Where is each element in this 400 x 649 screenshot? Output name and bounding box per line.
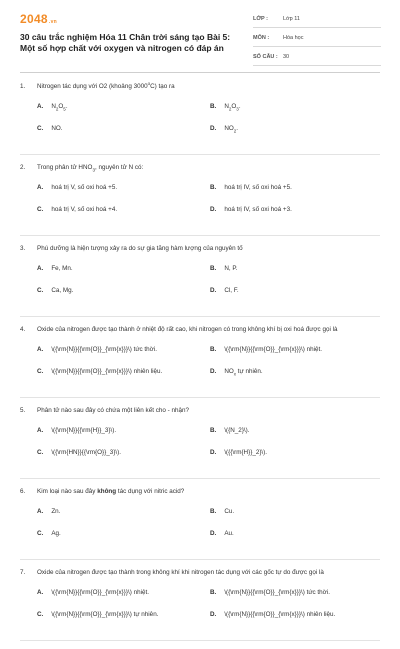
option-row	[20, 346, 380, 368]
text-fragment: 3	[92, 167, 95, 173]
option-row	[20, 184, 380, 206]
text-fragment: C) tạo ra	[150, 83, 175, 90]
meta-row-subject	[253, 33, 381, 47]
meta-label: SỐ CÂU :	[253, 54, 278, 60]
question-item	[20, 244, 380, 317]
answer-options	[20, 589, 380, 633]
text-fragment: \({\rm{N}}{{\rm{O}}_{\rm{x}}}\) tức thời.	[51, 346, 157, 353]
option-row	[20, 287, 380, 309]
question-text	[37, 164, 143, 171]
text-fragment: không	[97, 488, 117, 495]
question-stem	[20, 163, 380, 172]
text-fragment: Kim loại nào sau đây	[37, 488, 98, 495]
text-fragment: Phú dưỡng là hiện tượng xảy ra do sự gia tăng hàm lượng của nguyên tố	[37, 245, 243, 252]
option-label: A.	[37, 508, 44, 515]
option-row	[20, 103, 380, 125]
option-label: A.	[37, 589, 44, 596]
option-label: B.	[210, 265, 217, 272]
answer-option-a[interactable]	[37, 346, 157, 354]
answer-options	[20, 103, 380, 147]
question-number: 4.	[20, 326, 26, 333]
option-row	[20, 368, 380, 390]
option-row	[20, 508, 380, 530]
header-divider	[20, 72, 380, 73]
answer-option-a[interactable]	[37, 265, 73, 273]
question-stem	[20, 244, 380, 253]
text-fragment: o	[147, 80, 151, 86]
text-fragment: hoá trị IV, số oxi hoá +5.	[224, 184, 292, 191]
text-fragment: \({\rm{N}}{{\rm{H}}_3}\).	[51, 427, 117, 434]
text-fragment: Cu.	[224, 508, 235, 515]
text-fragment: Fe, Mn.	[51, 265, 73, 272]
text-fragment: N	[51, 103, 56, 110]
meta-label: MÔN :	[253, 35, 270, 41]
meta-value: Hóa học	[283, 35, 304, 41]
answer-option-c[interactable]	[37, 287, 73, 295]
answer-option-c[interactable]	[37, 368, 162, 376]
text-fragment: \({\rm{N}}{{\rm{O}}_{\rm{x}}}\) nhiệt.	[51, 589, 149, 596]
text-fragment: .	[238, 103, 241, 110]
meta-label: LỚP :	[253, 16, 268, 22]
option-label: B.	[210, 103, 217, 110]
question-item	[20, 568, 380, 641]
answer-option-a[interactable]	[37, 589, 149, 597]
text-fragment: Trong phân tử HNO	[37, 164, 93, 171]
question-text	[37, 326, 338, 333]
question-item	[20, 163, 380, 236]
question-stem	[20, 406, 380, 415]
text-fragment: 5	[63, 106, 66, 112]
question-item	[20, 487, 380, 560]
text-fragment: Cl, F.	[224, 287, 239, 294]
question-number: 3.	[20, 245, 26, 252]
text-fragment: Nitrogen tác dụng với O	[37, 83, 104, 90]
answer-option-c[interactable]	[37, 206, 117, 214]
text-fragment: Oxide của nitrogen được tạo thành trong không khí khi nitrogen tác dụng với các gốc tự do được gọi là	[37, 569, 324, 576]
text-fragment: \({{\rm{H}}_2}\).	[224, 449, 268, 456]
text-fragment: 3	[236, 106, 239, 112]
question-text	[37, 245, 243, 252]
option-label: D.	[210, 125, 217, 132]
option-label: C.	[37, 611, 44, 618]
answer-option-b[interactable]	[210, 427, 250, 435]
text-fragment: tác dụng với nitric acid?	[116, 488, 185, 495]
text-fragment: \({\rm{N}}{{\rm{O}}_{\rm{x}}}\) tức thời.	[224, 589, 330, 596]
option-row	[20, 530, 380, 552]
meta-info	[253, 14, 381, 71]
question-text	[37, 488, 184, 495]
text-fragment: NO	[224, 368, 234, 375]
option-label: C.	[37, 368, 44, 375]
option-label: C.	[37, 206, 44, 213]
question-item	[20, 406, 380, 479]
option-label: D.	[210, 449, 217, 456]
question-text	[37, 407, 189, 414]
answer-option-a[interactable]	[37, 427, 116, 435]
text-fragment: 2	[55, 106, 59, 112]
option-row	[20, 427, 380, 449]
answer-option-d[interactable]	[210, 206, 292, 214]
option-label: B.	[210, 184, 217, 191]
text-fragment: (khoảng 3000	[107, 83, 148, 90]
text-fragment: Zn.	[51, 508, 61, 515]
answer-options	[20, 508, 380, 552]
question-number: 1.	[20, 83, 26, 90]
text-fragment: 2	[228, 106, 232, 112]
question-number: 7.	[20, 569, 26, 576]
text-fragment: Oxide của nitrogen được tạo thành ở nhiệt độ rất cao, khi nitrogen có trong không khí bị oxi hoá được gọi là	[37, 326, 338, 333]
text-fragment: N, P.	[224, 265, 238, 272]
option-label: D.	[210, 368, 217, 375]
text-fragment: hoá trị V, số oxi hoá +5.	[51, 184, 118, 191]
answer-options	[20, 346, 380, 390]
meta-row-grade	[253, 14, 381, 28]
answer-option-b[interactable]	[210, 589, 330, 597]
text-fragment: NO	[224, 125, 234, 132]
option-label: B.	[210, 346, 217, 353]
answer-options	[20, 427, 380, 471]
text-fragment: x	[233, 371, 237, 377]
page-title: 30 câu trắc nghiệm Hóa 11 Chân trời sáng tạo Bài 5: Một số hợp chất với oxygen và nitrogen có đáp án	[20, 32, 231, 53]
text-fragment: \({\rm{HN}}{{\rm{O}}_3}\).	[51, 449, 121, 456]
option-label: A.	[37, 265, 44, 272]
option-label: D.	[210, 287, 217, 294]
answer-options	[20, 265, 380, 309]
question-stem	[20, 568, 380, 577]
text-fragment: \({N_2}\).	[224, 427, 250, 434]
question-stem	[20, 325, 380, 334]
option-label: C.	[37, 530, 44, 537]
option-label: D.	[210, 611, 217, 618]
text-fragment: hoá trị V, số oxi hoá +4.	[51, 206, 118, 213]
answer-option-b[interactable]	[210, 265, 238, 273]
text-fragment: Ca, Mg.	[51, 287, 74, 294]
option-label: A.	[37, 184, 44, 191]
answer-option-b[interactable]	[210, 508, 234, 516]
text-fragment: \({\rm{N}}{{\rm{O}}_{\rm{x}}}\) nhiên liệu.	[51, 368, 163, 375]
text-fragment: .	[65, 103, 68, 110]
answer-option-b[interactable]	[210, 103, 241, 111]
question-number: 2.	[20, 164, 26, 171]
answer-option-a[interactable]	[37, 103, 68, 111]
text-fragment: .	[236, 125, 239, 132]
meta-value: 30	[283, 54, 290, 60]
option-label: B.	[210, 427, 217, 434]
option-row	[20, 125, 380, 147]
answer-option-c[interactable]	[37, 530, 61, 538]
option-row	[20, 206, 380, 228]
answer-option-c[interactable]	[37, 449, 121, 457]
option-row	[20, 589, 380, 611]
answer-option-b[interactable]	[210, 184, 292, 192]
option-label: C.	[37, 287, 44, 294]
option-label: C.	[37, 449, 44, 456]
question-number: 6.	[20, 488, 26, 495]
option-row	[20, 265, 380, 287]
question-text	[37, 80, 175, 90]
text-fragment: O	[231, 103, 237, 110]
text-fragment: 2	[103, 83, 108, 90]
question-number: 5.	[20, 407, 26, 414]
option-label: D.	[210, 206, 217, 213]
text-fragment: NO.	[51, 125, 63, 132]
text-fragment: tự nhiên.	[236, 368, 263, 375]
text-fragment: \({\rm{N}}{{\rm{O}}_{\rm{x}}}\) nhiên liệu.	[224, 611, 336, 618]
option-row	[20, 449, 380, 471]
question-item	[20, 325, 380, 398]
answer-option-c[interactable]	[37, 611, 158, 619]
option-label: B.	[210, 508, 217, 515]
text-fragment: hoá trị IV, số oxi hoá +3.	[224, 206, 292, 213]
site-logo[interactable]: 2048.vn	[20, 12, 58, 26]
answer-option-d[interactable]	[210, 611, 335, 619]
option-label: B.	[210, 589, 217, 596]
option-label: A.	[37, 346, 44, 353]
answer-option-d[interactable]	[210, 368, 263, 376]
text-fragment: Au.	[224, 530, 234, 537]
header	[0, 0, 400, 66]
answer-option-d[interactable]	[210, 530, 234, 538]
text-fragment: Phân tử nào sau đây có chứa một liên kết cho - nhận?	[37, 407, 189, 414]
text-fragment: , nguyên tử N có:	[94, 164, 144, 171]
answer-option-b[interactable]	[210, 346, 322, 354]
answer-option-d[interactable]	[210, 287, 239, 295]
answer-option-d[interactable]	[210, 125, 238, 133]
answer-option-a[interactable]	[37, 184, 117, 192]
text-fragment: O	[58, 103, 64, 110]
text-fragment: 2	[233, 128, 237, 134]
option-label: D.	[210, 530, 217, 537]
answer-option-c[interactable]	[37, 125, 63, 133]
question-text	[37, 569, 324, 576]
text-fragment: \({\rm{N}}{{\rm{O}}_{\rm{x}}}\) nhiệt.	[224, 346, 322, 353]
answer-option-d[interactable]	[210, 449, 267, 457]
option-row	[20, 611, 380, 633]
question-list	[20, 82, 380, 649]
meta-value: Lớp 11	[283, 16, 300, 22]
answer-options	[20, 184, 380, 228]
option-label: C.	[37, 125, 44, 132]
option-label: A.	[37, 103, 44, 110]
text-fragment: \({\rm{N}}{{\rm{O}}_{\rm{x}}}\) tự nhiên.	[51, 611, 159, 618]
text-fragment: N	[224, 103, 229, 110]
meta-row-count	[253, 52, 381, 66]
text-fragment: Ag.	[51, 530, 61, 537]
answer-option-a[interactable]	[37, 508, 60, 516]
option-label: A.	[37, 427, 44, 434]
question-item	[20, 82, 380, 155]
question-stem	[20, 82, 380, 91]
question-stem	[20, 487, 380, 496]
